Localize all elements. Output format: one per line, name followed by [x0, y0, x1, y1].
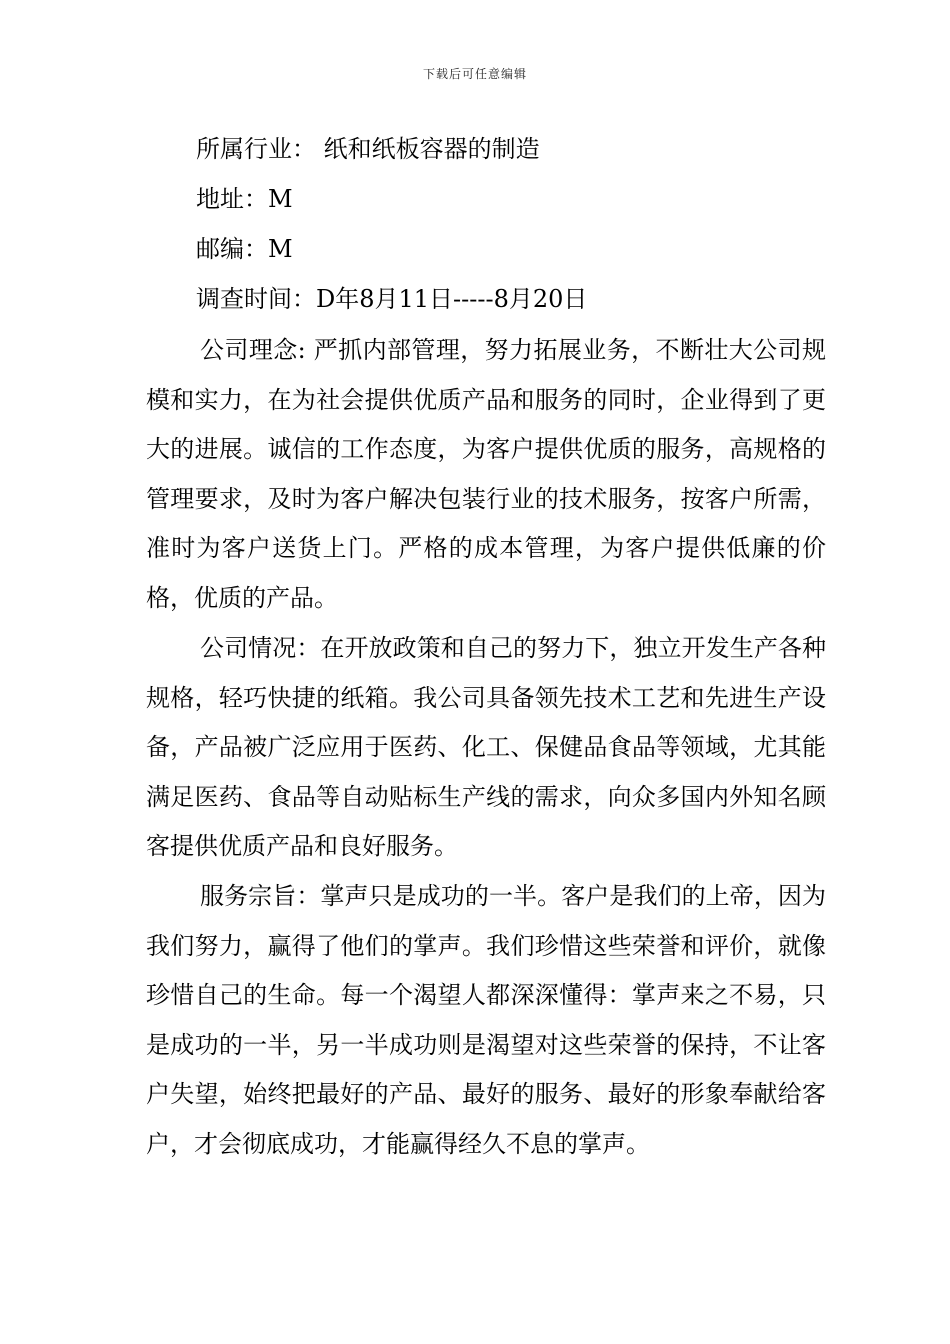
- survey-time-field: 调查时间：D年8月11日-----8月20日: [196, 285, 588, 313]
- industry-field: 所属行业： 纸和纸板容器的制造: [196, 135, 540, 163]
- address-field: 地址：M: [196, 185, 293, 213]
- company-philosophy-paragraph: 公司理念: 严抓内部管理，努力拓展业务，不断壮大公司规模和实力，在为社会提供优质产品和服务的同时，企业得到了更大的进展。诚信的工作态度，为客户提供优质的服务，高规格的管理要求，及时为客户解决包装行业的技术服务，按客户所需，准时为客户送货上门。严格的成本管理，为客户提供低廉的价格，优质的产品。: [146, 336, 826, 612]
- service-tenet-paragraph: 服务宗旨：掌声只是成功的一半。客户是我们的上帝，因为我们努力，赢得了他们的掌声。我们珍惜这些荣誉和评价，就像珍惜自己的生命。每一个渴望人都深深懂得：掌声来之不易，只是成功的一半，另一半成功则是渴望对这些荣誉的保持，不让客户失望，始终把最好的产品、最好的服务、最好的形象奉献给客户，才会彻底成功，才能赢得经久不息的掌声。: [146, 882, 826, 1158]
- postcode-field: 邮编：M: [196, 235, 293, 263]
- company-situation-paragraph: 公司情况：在开放政策和自己的努力下，独立开发生产各种规格，轻巧快捷的纸箱。我公司具备领先技术工艺和先进生产设备，产品被广泛应用于医药、化工、保健品食品等领域，尤其能满足医药、食品等自动贴标生产线的需求，向众多国内外知名顾客提供优质产品和良好服务。: [146, 634, 826, 860]
- page-header-note: 下载后可任意编辑: [422, 67, 527, 81]
